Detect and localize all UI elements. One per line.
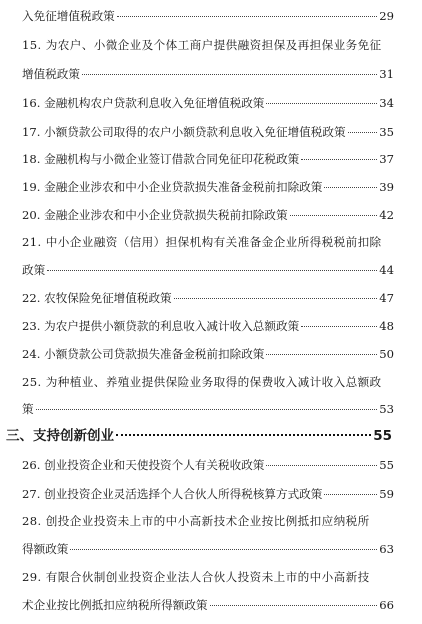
toc-page-number: 39	[379, 180, 394, 194]
toc-entry-text: 15. 为农户、小微企业及个体工商户提供融资担保及再担保业务免征	[22, 38, 382, 52]
dot-leader	[266, 103, 377, 104]
dot-leader	[117, 16, 377, 17]
dot-leader	[174, 298, 378, 299]
toc-page-number: 34	[379, 96, 394, 110]
toc-page-number: 59	[379, 487, 394, 501]
toc-page-number: 53	[379, 402, 394, 416]
toc-entry-text: 21. 中小企业融资（信用）担保机构有关准备金企业所得税税前扣除	[22, 235, 382, 249]
toc-entry-26[interactable]	[22, 457, 394, 473]
toc-entry-21[interactable]	[22, 234, 394, 250]
dot-leader	[116, 434, 371, 436]
toc-entry-18[interactable]	[22, 151, 394, 167]
toc-entry-text: 策	[22, 402, 34, 416]
toc-entry-text: 27. 创业投资企业灵活选择个人合伙人所得税核算方式政策	[22, 487, 323, 501]
dot-leader	[324, 187, 377, 188]
toc-entry-14-cont[interactable]	[22, 8, 394, 24]
toc-entry-text: 术企业按比例抵扣应纳税所得额政策	[22, 598, 208, 612]
toc-entry-text: 19. 金融企业涉农和中小企业贷款损失准备金税前扣除政策	[22, 180, 323, 194]
toc-entry-28-cont[interactable]	[22, 541, 394, 557]
dot-leader	[290, 215, 378, 216]
dot-leader	[70, 549, 377, 550]
toc-entry-17[interactable]	[22, 124, 394, 140]
toc-entry-text: 29. 有限合伙制创业投资企业法人合伙人投资未上市的中小高新技	[22, 570, 370, 584]
toc-entry-22[interactable]	[22, 290, 394, 306]
toc-entry-24[interactable]	[22, 346, 394, 362]
dot-leader	[348, 132, 378, 133]
toc-page-number: 29	[379, 9, 394, 23]
toc-entry-15[interactable]	[22, 37, 394, 53]
dot-leader	[301, 159, 377, 160]
toc-entry-text: 增值税政策	[22, 67, 80, 81]
toc-page-number: 50	[379, 347, 394, 361]
toc-page-number: 55	[379, 458, 394, 472]
toc-entry-text: 22. 农牧保险免征增值税政策	[22, 291, 172, 305]
toc-entry-text: 23. 为农户提供小额贷款的利息收入减计收入总额政策	[22, 319, 300, 333]
dot-leader	[82, 74, 377, 75]
toc-page-number: 63	[379, 542, 394, 556]
toc-entry-text: 20. 金融企业涉农和中小企业贷款损失税前扣除政策	[22, 208, 288, 222]
toc-page-number: 47	[379, 291, 394, 305]
toc-entry-text: 25. 为种植业、养殖业提供保险业务取得的保费收入减计收入总额政	[22, 375, 382, 389]
toc-entry-text: 28. 创投企业投资未上市的中小高新技术企业按比例抵扣应纳税所	[22, 514, 370, 528]
toc-section-3[interactable]	[6, 428, 392, 444]
toc-page-number: 55	[373, 428, 392, 444]
toc-entry-23[interactable]	[22, 318, 394, 334]
dot-leader	[266, 354, 377, 355]
toc-entry-20[interactable]	[22, 207, 394, 223]
toc-page-number: 44	[379, 263, 394, 277]
toc-entry-25[interactable]	[22, 374, 394, 390]
toc-entry-21-cont[interactable]	[22, 262, 394, 278]
toc-page-number: 31	[379, 67, 394, 81]
toc-entry-15-cont[interactable]	[22, 66, 394, 82]
dot-leader	[266, 465, 377, 466]
toc-entry-text: 24. 小额贷款公司贷款损失准备金税前扣除政策	[22, 347, 265, 361]
toc-page-number: 42	[379, 208, 394, 222]
toc-entry-text: 17. 小额贷款公司取得的农户小额贷款利息收入免征增值税政策	[22, 125, 346, 139]
toc-entry-text: 18. 金融机构与小微企业签订借款合同免征印花税政策	[22, 152, 300, 166]
dot-leader	[324, 494, 377, 495]
toc-entry-28[interactable]	[22, 513, 394, 529]
dot-leader	[47, 270, 377, 271]
toc-page-number: 66	[379, 598, 394, 612]
toc-entry-text: 26. 创业投资企业和天使投资个人有关税收政策	[22, 458, 265, 472]
toc-entry-text: 入免征增值税政策	[22, 9, 115, 23]
toc-page-number: 48	[379, 319, 394, 333]
toc-entry-16[interactable]	[22, 95, 394, 111]
dot-leader	[36, 409, 378, 410]
toc-page-number: 37	[379, 152, 394, 166]
toc-page-number: 35	[379, 125, 394, 139]
toc-entry-text: 16. 金融机构农户贷款利息收入免征增值税政策	[22, 96, 265, 110]
toc-entry-25-cont[interactable]	[22, 401, 394, 417]
toc-entry-29-cont[interactable]	[22, 597, 394, 613]
toc-entry-text: 政策	[22, 263, 46, 277]
section-title: 三、支持创新创业	[6, 428, 114, 444]
dot-leader	[301, 326, 377, 327]
toc-entry-29[interactable]	[22, 569, 394, 585]
dot-leader	[210, 605, 378, 606]
toc-entry-text: 得额政策	[22, 542, 69, 556]
toc-entry-19[interactable]	[22, 179, 394, 195]
toc-entry-27[interactable]	[22, 486, 394, 502]
